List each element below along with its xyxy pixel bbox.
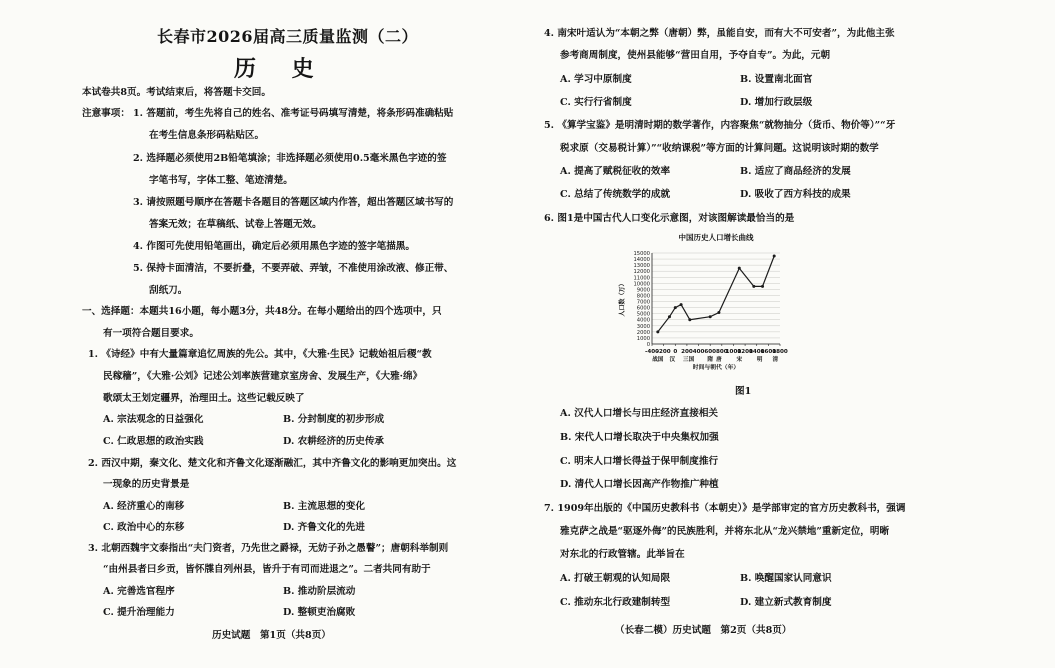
question-3-option-c[interactable]: C. 提升治理能力: [103, 607, 175, 618]
y-tick-label: 3000: [636, 323, 650, 330]
question-7-option-b[interactable]: B. 唤醒国家认同意识: [740, 573, 832, 584]
question-5-option-c[interactable]: C. 总结了传统数学的成就: [560, 189, 671, 200]
question-4-stem: 参考商周制度，使州县能够“营田自用，予夺自专”。为此，元朝: [560, 50, 831, 61]
question-3-stem: “由州县者曰乡贡，皆怀牒自列州县，皆升于有司而进退之”。二者共同有助于: [103, 564, 431, 575]
question-7-option-c[interactable]: C. 推动东北行政建制转型: [560, 597, 671, 608]
dynasty-label: 清: [772, 357, 779, 363]
question-2-stem: 一现象的历史背景是: [103, 479, 190, 490]
question-6-option-d[interactable]: D. 清代人口增长因高产作物推广种植: [560, 479, 719, 490]
data-point: [656, 330, 659, 333]
dynasty-label: 唐: [716, 357, 722, 363]
question-3-option-b[interactable]: B. 推动阶层流动: [283, 586, 356, 597]
question-6-option-c[interactable]: C. 明末人口增长得益于保甲制度推行: [560, 456, 719, 467]
question-5-option-d[interactable]: D. 吸收了西方科技的成果: [740, 189, 851, 200]
question-6-option-b[interactable]: B. 宋代人口增长取决于中央集权加强: [560, 432, 719, 443]
chart-title: 中国历史人口增长曲线: [678, 233, 754, 242]
x-tick-label: 1600: [760, 349, 777, 355]
section-heading: 一、选择题：本题共16小题，每小题3分，共48分。在每小题给出的四个选项中，只: [82, 306, 442, 317]
dynasty-label: 宋: [736, 357, 743, 363]
question-1-option-b[interactable]: B. 分封制度的初步形成: [283, 414, 385, 425]
y-tick-label: 5000: [636, 311, 650, 318]
question-7-stem: 雅克萨之战是“驱逐外侮”的民族胜利，并将东北从“龙兴禁地”重新定位，明晰: [560, 526, 890, 537]
data-point: [709, 315, 712, 318]
x-tick-label: 600: [704, 349, 717, 355]
question-7-stem: 对东北的行政管辖。此举旨在: [560, 549, 685, 560]
question-4-option-a[interactable]: A. 学习中原制度: [560, 74, 632, 85]
notice-line: 在考生信息条形码粘贴区。: [149, 130, 265, 141]
data-point: [717, 311, 720, 314]
x-tick-label: 200: [681, 349, 693, 355]
question-7-stem: 7. 1909年出版的《中国历史教科书（本朝史）》是学部审定的官方历史教科书，强调: [544, 503, 906, 514]
question-3-option-d[interactable]: D. 整顿吏治腐败: [283, 607, 356, 618]
y-tick-label: 8000: [636, 293, 650, 300]
data-point: [674, 306, 677, 309]
question-1-option-a[interactable]: A. 宗法观念的日益强化: [103, 414, 204, 425]
notice-line: 5. 保持卡面清洁，不要折叠，不要弄破、弄皱，不准使用涂改液、修正带、: [133, 263, 454, 274]
notice-line: 1. 答题前，考生先将自己的姓名、准考证号码填写清楚，将条形码准确粘贴: [133, 108, 454, 119]
question-7-option-d[interactable]: D. 建立新式教育制度: [740, 597, 832, 608]
notice-line: 答案无效；在草稿纸、试卷上答题无效。: [149, 219, 322, 230]
dynasty-label: 汉: [669, 357, 676, 363]
y-tick-label: 15000: [633, 251, 650, 257]
question-3-option-a[interactable]: A. 完善选官程序: [103, 586, 175, 597]
question-1-option-d[interactable]: D. 农耕经济的历史传承: [283, 436, 385, 447]
data-point: [752, 285, 755, 288]
y-tick-label: 13000: [633, 263, 650, 270]
y-tick-label: 7000: [636, 299, 650, 306]
data-point: [668, 315, 671, 318]
question-3-stem: 3. 北朝西魏宇文泰指出“夫门资者，乃先世之爵禄，无妨子孙之愚瞽”；唐朝科举制则: [88, 543, 449, 554]
question-5-option-b[interactable]: B. 适应了商品经济的发展: [740, 166, 851, 177]
exam-page-1: [0, 0, 522, 668]
y-tick-label: 1000: [636, 335, 650, 342]
data-point: [738, 267, 741, 270]
data-point: [761, 285, 764, 288]
x-axis-title: 时间与朝代（年）: [692, 365, 740, 371]
dynasty-label: 隋: [707, 357, 713, 363]
dynasty-label: 战国: [652, 357, 664, 363]
exam-title: 长春市2026届高三质量监测（二）: [157, 27, 419, 46]
notice-line: 4. 作图可先使用铅笔画出，确定后必须用黑色字迹的签字笔描黑。: [133, 241, 415, 252]
y-tick-label: 0: [646, 342, 650, 348]
y-tick-label: 12000: [633, 269, 650, 276]
data-point: [773, 255, 776, 258]
y-tick-label: 4000: [636, 317, 650, 324]
question-5-option-a[interactable]: A. 提高了赋税征收的效率: [560, 166, 671, 177]
question-1-stem: 歌颂太王划定疆界，治理田土。这些记载反映了: [103, 393, 305, 404]
question-1-stem: 1. 《诗经》中有大量篇章追忆周族的先公。其中，《大雅·生民》记载始祖后稷“教: [88, 349, 432, 360]
y-tick-label: 10000: [633, 281, 650, 288]
page-footer: （长春二模）历史试题 第2页（共8页）: [615, 625, 792, 636]
x-tick-label: 0: [673, 349, 678, 355]
notice-line: 字笔书写，字体工整、笔迹清楚。: [149, 175, 293, 186]
question-4-option-b[interactable]: B. 设置南北面官: [740, 74, 813, 85]
exam-intro: 本试卷共8页。考试结束后，将答题卡交回。: [82, 87, 271, 98]
question-7-option-a[interactable]: A. 打破王朝观的认知局限: [560, 573, 671, 584]
question-4-option-c[interactable]: C. 实行行省制度: [560, 97, 632, 108]
population-chart: [612, 228, 872, 378]
x-tick-label: -200: [656, 349, 671, 355]
x-tick-label: 1400: [748, 349, 765, 355]
question-1-option-c[interactable]: C. 仁政思想的政治实践: [103, 436, 204, 447]
notice-line: 3. 请按照题号顺序在答题卡各题目的答题区域内作答，超出答题区域书写的: [133, 197, 454, 208]
question-6-stem: 6. 图1是中国古代人口变化示意图，对该图解读最恰当的是: [544, 213, 795, 224]
data-point: [680, 303, 683, 306]
question-2-option-a[interactable]: A. 经济重心的南移: [103, 501, 185, 512]
data-point: [688, 318, 691, 321]
question-2-option-c[interactable]: C. 政治中心的东移: [103, 522, 185, 533]
y-axis-title: 人口数（万）: [619, 280, 626, 317]
page-footer: 历史试题 第1页（共8页）: [212, 630, 331, 641]
x-tick-label: 400: [692, 349, 705, 355]
question-4-stem: 4. 南宋叶适认为“本朝之弊（唐朝）弊，虽能自安，而有大不可安者”，为此他主张: [544, 28, 895, 39]
question-6-option-a[interactable]: A. 汉代人口增长与田庄经济直接相关: [560, 408, 719, 419]
question-2-option-b[interactable]: B. 主流思想的变化: [283, 501, 365, 512]
x-tick-label: 1800: [772, 349, 788, 355]
question-2-stem: 2. 西汉中期，秦文化、楚文化和齐鲁文化逐渐融汇，其中齐鲁文化的影响更加突出。这: [88, 458, 457, 469]
y-tick-label: 14000: [633, 257, 650, 264]
question-2-option-d[interactable]: D. 齐鲁文化的先进: [283, 522, 365, 533]
y-tick-label: 2000: [636, 329, 650, 336]
y-tick-label: 9000: [636, 287, 650, 294]
population-line: [658, 256, 774, 332]
notice-line: 刮纸刀。: [149, 285, 188, 296]
section-heading: 有一项符合题目要求。: [103, 328, 199, 339]
notice-line: 2. 选择题必须使用2B铅笔填涂；非选择题必须使用0.5毫米黑色字迹的签: [133, 153, 447, 164]
subject-title: 历 史: [234, 56, 328, 82]
x-tick-label: -400: [645, 349, 659, 355]
exam-page-2: [522, 0, 1055, 668]
dynasty-label: 三国: [683, 357, 695, 363]
question-5-stem: 税求原（交易税计算）”“收纳课税”等方面的计算问题。这说明该时期的数学: [560, 143, 879, 154]
dynasty-label: 明: [756, 357, 763, 363]
x-tick-label: 1200: [737, 349, 753, 355]
notice-label: 注意事项：: [82, 108, 130, 119]
x-tick-label: 800: [715, 349, 728, 355]
y-tick-label: 11000: [633, 275, 650, 282]
question-4-option-d[interactable]: D. 增加行政层级: [740, 97, 813, 108]
y-tick-label: 6000: [636, 305, 650, 312]
figure-caption: 图1: [735, 386, 752, 397]
question-1-stem: 民稼穑”，《大雅·公刘》记述公刘率族营建京室房舍、发展生产，《大雅·绵》: [103, 371, 423, 382]
question-5-stem: 5. 《算学宝鉴》是明清时期的数学著作，内容聚焦“就物抽分（货币、物价等）”“牙: [544, 120, 896, 131]
x-tick-label: 1000: [725, 349, 742, 355]
